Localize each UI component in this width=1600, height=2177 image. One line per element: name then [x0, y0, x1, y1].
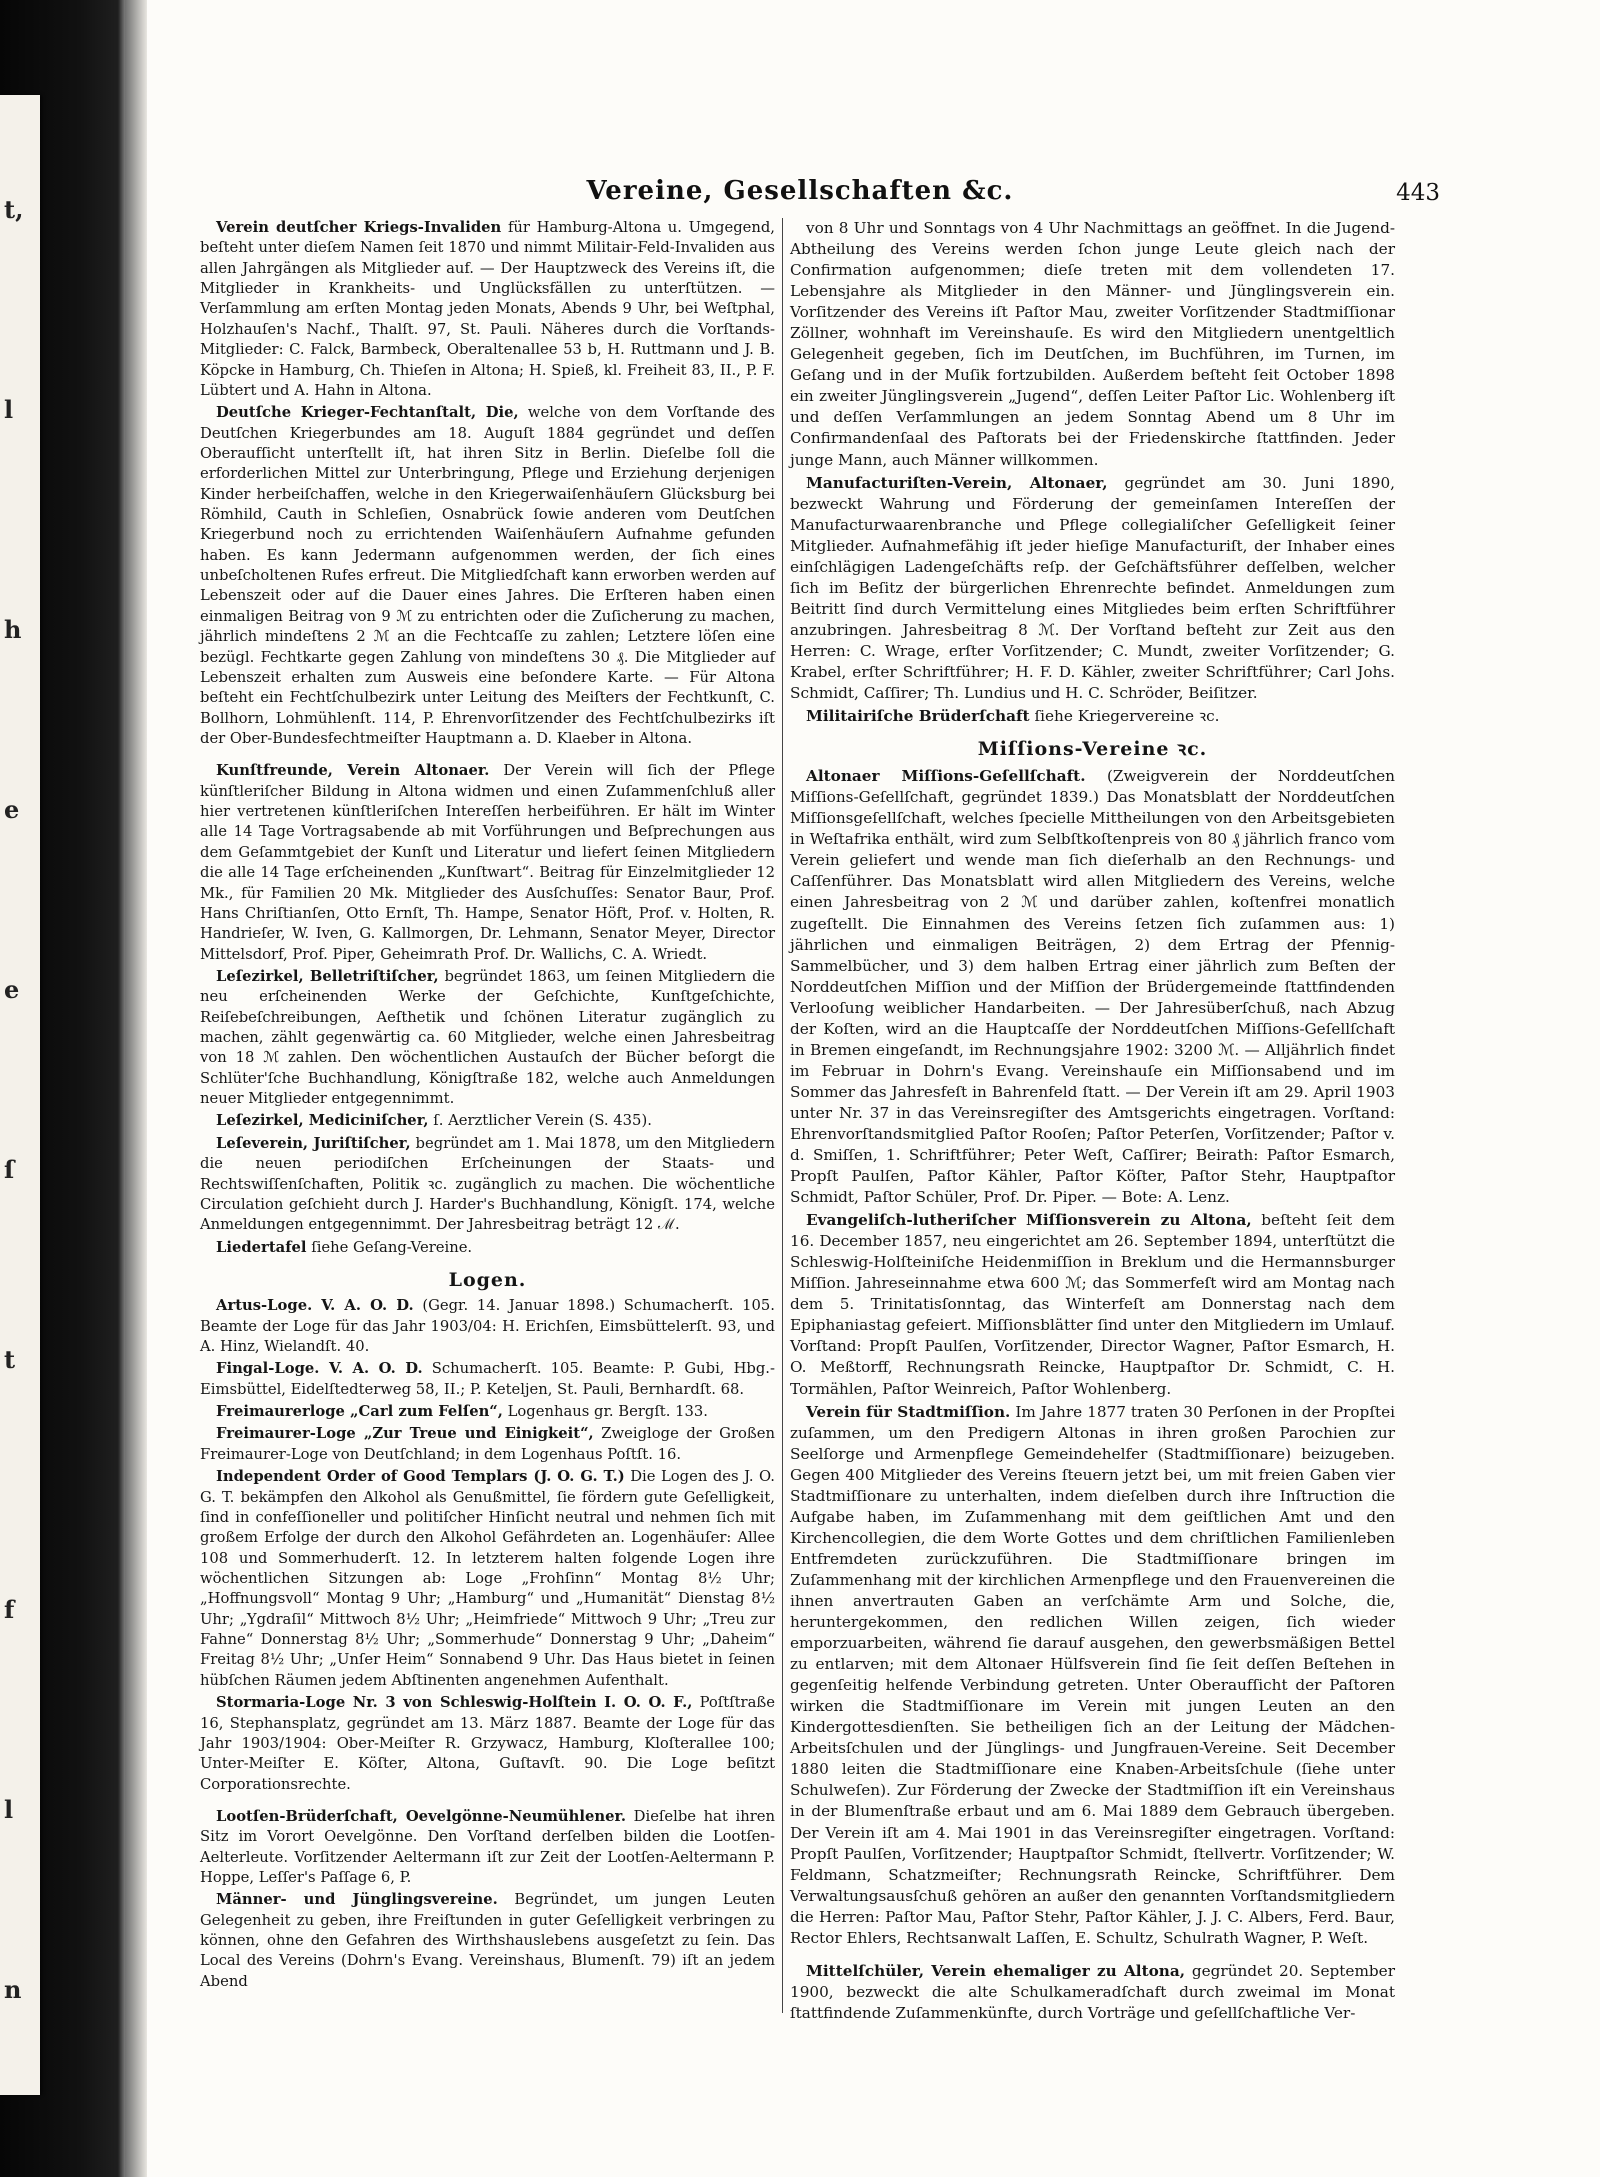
entry-title: Liedertafel	[216, 1238, 307, 1256]
directory-entry	[200, 403, 775, 749]
directory-entry	[790, 218, 1395, 471]
directory-entry	[200, 1134, 775, 1236]
entry-body: von 8 Uhr und Sonntags von 4 Uhr Nachmittags an geöffnet. In die Jugend-Abtheilung des Vereins werden ſchon junge Leute gleich nach der Confirmation aufgenommen; dieſe treten mit dem vollendeten 17. Lebensjahre als Mitglieder in den Männer- und Jünglingsverein ein. Vorſitzender des Vereins iſt Paſtor Mau, zweiter Vorſitzender Stadtmiſſionar Zöllner, wohnhaft im Vereinshauſe. Es wird den Mitgliedern unentgeltlich Gelegenheit gegeben, ſich im Deutſchen, im Buchführen, im Turnen, im Geſang und in der Muſik fortzubilden. Außerdem beſteht ſeit October 1898 ein zweiter Jünglingsverein „Jugend“, deſſen Leiter Paſtor Lic. Wohlenberg iſt und deſſen Verſammlungen an jedem Sonntag Abend um 8 Uhr im Confirmandenſaal des Paſtorats bei der Friedenskirche ſtattfinden. Jeder junge Mann, auch Männer willkommen.	[790, 219, 1395, 469]
directory-entry	[200, 761, 775, 965]
directory-entry	[790, 1210, 1395, 1399]
entry-title: Manufacturiſten-Verein, Altonaer,	[806, 473, 1108, 492]
entry-body: gegründet 20. September 1900, bezweckt die alte Schulkameradſchaft durch zweimal im Monat ſtattfindende Zuſammenkünfte, durch Vorträge und geſellſchaftliche Ver-	[790, 1961, 1395, 2022]
directory-entry	[200, 1359, 775, 1400]
page-number: 443	[1396, 180, 1440, 206]
directory-entry	[790, 766, 1395, 1208]
entry-body: welche von dem Vorſtande des Deutſchen Kriegerbundes am 18. Auguſt 1884 gegründet und deſſen Oberaufſicht unterſtellt iſt, hat ihren Sitz in Berlin. Dieſelbe ſoll die erforderlichen Mittel zur Unterbringung, Pflege und Erziehung derjenigen Kinder herbeiſchaffen, welche in den Kriegerwaiſenhäuſern Glücksburg bei Römhild, Cauth in Schleſien, Osnabrück ſowie anderen vom Deutſchen Kriegerbund noch zu errichtenden Waiſenhäuſern Aufnahme gefunden haben. Es kann Jedermann aufgenommen werden, der ſich eines unbeſcholtenen Rufes erfreut. Die Mitgliedſchaft kann erworben werden auf Lebenszeit oder auf die Dauer eines Jahres. Die Erſteren haben einen einmaligen Beitrag von 9 ℳ zu entrichten oder die Zuſicherung zu machen, jährlich mindeſtens 2 ℳ an die Fechtcaſſe zu zahlen; Letztere löſen eine bezügl. Fechtkarte gegen Zahlung von mindeſtens 30 ₰. Die Mitglieder auf Lebenszeit erhalten zum Ausweis eine beſondere Karte. — Für Altona beſteht ein Fechtſchulbezirk unter Leitung des Meiſters der Fechtkunſt, C. Bollhorn, Lohmühlenſt. 114, P. Ehrenvorſitzender des Fechtſchulbezirks iſt der Ober-Bundesfechtmeiſter Hauptmann a. D. Klaeber in Altona.	[200, 404, 775, 747]
entry-title: Stormaria-Loge Nr. 3 von Schleswig-Holſtein I. O. O. F.,	[216, 1694, 693, 1712]
entry-title: Militairiſche Brüderſchaft	[806, 707, 1030, 726]
entry-title: Fingal-Loge. V. A. O. D.	[216, 1360, 423, 1378]
entry-body: begründet am 1. Mai 1878, um den Mitgliedern die neuen periodiſchen Erſcheinungen der Staats- und Rechtswiſſenſchaften, Politik ꝛc. zugänglich zu machen. Die wöchentliche Circulation geſchieht durch J. Harder's Buchhandlung, Königſt. 174, welche Anmeldungen entgegennimmt. Der Jahresbeitrag beträgt 12 ℳ.	[200, 1134, 775, 1234]
entry-body: ſiehe Geſang-Vereine.	[311, 1238, 473, 1256]
entry-title: Freimaurer-Loge „Zur Treue und Einigkeit“,	[216, 1425, 594, 1443]
margin-fragment: t	[4, 1345, 16, 1374]
entry-title: Lootſen-Brüderſchaft, Oevelgönne-Neumühlener.	[216, 1807, 627, 1825]
entry-body: Logenhaus gr. Bergſt. 133.	[507, 1403, 708, 1421]
entry-title: Leſeverein, Juriſtiſcher,	[216, 1134, 411, 1152]
entry-body: ſiehe Kriegervereine ꝛc.	[1034, 707, 1220, 726]
entry-body: Die Logen des J. O. G. T. bekämpfen den Alkohol als Genußmittel, ſie fördern gute Geſelligkeit, ſind in confeſſioneller und politiſcher Hinſicht neutral und nehmen ſich mit großem Erfolge der durch den Alkohol Gefährdeten an. Logenhäuſer: Allee 108 und Sommerhuderſt. 12. In letzterem halten folgende Logen ihre wöchentlichen Sitzungen ab: Loge „Frohſinn“ Montag 8½ Uhr; „Hoffnungsvoll“ Montag 9 Uhr; „Hamburg“ und „Humanität“ Dienstag 8½ Uhr; „Ygdraſil“ Mittwoch 8½ Uhr; „Heimfriede“ Mittwoch 9 Uhr; „Treu zur Fahne“ Donnerstag 8½ Uhr; „Sommerhude“ Donnerstag 9 Uhr; „Daheim“ Freitag 8½ Uhr; „Unſer Heim“ Sonnabend 9 Uhr. Das Haus bietet in ſeinen hübſchen Räumen jedem Abſtinenten angenehmen Aufenthalt.	[200, 1468, 775, 1689]
directory-entry	[790, 1402, 1395, 1949]
entry-body: Dieſelbe hat ihren Sitz im Vorort Oevelgönne. Den Vorſtand derſelben bilden die Lootſen-Aelterleute. Vorſitzender Aeltermann iſt zur Zeit der Lootſen-Aeltermann P. Hoppe, Leſſer's Paſſage 6, P.	[200, 1807, 775, 1887]
binding-shadow	[125, 0, 147, 2177]
entry-title: Verein deutſcher Kriegs-Invaliden	[216, 219, 502, 236]
entry-title: Leſezirkel, Mediciniſcher,	[216, 1112, 429, 1130]
directory-entry	[790, 1961, 1395, 2024]
margin-fragment: ſ	[4, 1155, 15, 1184]
margin-fragment: h	[4, 615, 22, 644]
entry-title: Deutſche Krieger-Fechtanſtalt, Die,	[216, 404, 519, 422]
entry-body: (Gegr. 14. Januar 1898.) Schumacherſt. 105. Beamte der Loge für das Jahr 1903/04: H. Erichſen, Eimsbüttelerſt. 93, und A. Hinz, Wielandſt. 40.	[200, 1297, 775, 1356]
directory-entry	[790, 473, 1395, 705]
margin-fragment: e	[4, 975, 20, 1004]
section-heading: Miſſions-Vereine ꝛc.	[977, 738, 1208, 761]
entry-body: Poſtſtraße 16, Stephansplatz, gegründet am 13. März 1887. Beamte der Loge für das Jahr 1903/1904: Ober-Meiſter R. Grzywacz, Hamburg, Kloſterallee 100; Unter-Meiſter E. Köſter, Altona, Guſtavſt. 90. Die Loge beſitzt Corporationsrechte.	[200, 1694, 775, 1793]
page-header-title: Vereine, Gesellschaften &c.	[586, 176, 1014, 206]
directory-entry	[200, 1807, 775, 1888]
entry-body: gegründet am 30. Juni 1890, bezweckt Wahrung und Förderung der gemeinſamen Intereſſen der Manufacturwaarenbranche und Pflege collegialiſcher Geſelligkeit ſeiner Mitglieder. Aufnahmefähig iſt jeder hieſige Manufacturiſt, der Inhaber eines einſchlägigen Ladengeſchäfts reſp. der Geſchäftsführer deſſelben, welcher ſich im Beſitz der bürgerlichen Ehrenrechte befindet. Anmeldungen zum Beitritt ſind durch Vermittelung eines Mitgliedes beim erſten Schriftführer anzubringen. Jahresbeitrag 8 ℳ. Der Vorſtand beſteht zur Zeit aus den Herren: C. Wrage, erſter Vorſitzender; C. Mundt, zweiter Vorſitzender; G. Krabel, erſter Schriftführer; H. F. D. Kähler, zweiter Schriftführer; Carl Johs. Schmidt, Caſſirer; Th. Lundius und H. C. Schröder, Beiſitzer.	[790, 473, 1395, 703]
margin-fragment: t,	[4, 195, 24, 224]
left-column	[200, 218, 775, 1994]
directory-entry	[200, 218, 775, 401]
entry-title: Verein für Stadtmiſſion.	[806, 1402, 1011, 1421]
directory-entry	[200, 1296, 775, 1357]
entry-body: Im Jahre 1877 traten 30 Perſonen in der Propſtei zuſammen, um den Predigern Altonas in ihren großen Parochien zur Seelſorge und Armenpflege Gemeindehelfer (Stadtmiſſionare) beizugeben. Gegen 400 Mitglieder des Vereins ſteuern jetzt bei, um mit freien Gaben vier Stadtmiſſionare zu unterhalten, indem dieſelben durch ihre Inſtruction die Aufgabe haben, im Zuſammenhang mit dem geiſtlichen Amt und den Kirchencollegien, die dem Worte Gottes und dem chriſtlichen Familienleben Entfremdeten zurückzuführen. Die Stadtmiſſionare bringen im Zuſammenhang mit der kirchlichen Armenpflege und den Frauenvereinen die ihnen anvertrauten Gaben an verſchämte Arm und Solche, die, heruntergekommen, den redlichen Willen zeigen, ſich wieder emporzuarbeiten, während ſie darauf ausgehen, den gewerbsmäßigen Bettel zu entlarven; mit dem Altonaer Hülfsverein ſind ſie ſeit deſſen Beſtehen in gegenſeitig helfende Verbindung getreten. Unter Oberaufſicht der Paſtoren wirken die Stadtmiſſionare im Verein mit jungen Leuten an den Kindergottesdienſten. Sie betheiligen ſich an der Leitung der Mädchen-Arbeitsſchulen und der Jünglings- und Jungfrauen-Vereine. Seit December 1880 leiten die Stadtmiſſionare eine Knaben-Arbeitsſchule (ſiehe unter Schulweſen). Zur Förderung der Zwecke der Stadtmiſſion iſt ein Vereinshaus in der Blumenſtraße erbaut und am 6. Mai 1889 dem Gebrauch übergeben. Der Verein iſt am 4. Mai 1901 in das Vereinsregiſter eingetragen. Vorſtand: Propſt Paulſen, Vorſitzender; Hauptpaſtor Schmidt, ſtellvertr. Vorſitzender; W. Feldmann, Schatzmeiſter; Rechnungsrath Reincke, Schriftführer. Dem Verwaltungsausſchuß gehören an außer den genannten Vorſtandsmitgliedern die Herren: Paſtor Mau, Paſtor Stehr, Paſtor Kähler, J. J. C. Albers, Ferd. Baur, Rector Ehlers, Rechtsanwalt Laſſen, E. Schultz, Schulrath Wagner, P. Weſt.	[790, 1402, 1395, 1947]
entry-body: begründet 1863, um ſeinen Mitgliedern die neu erſcheinenden Werke der Geſchichte, Kunſtgeſchichte, Reiſebeſchreibungen, Aeſthetik und ſchönen Literatur zugänglich zu machen, zählt gegenwärtig ca. 60 Mitglieder, welche einen Jahresbeitrag von 18 ℳ zahlen. Den wöchentlichen Austauſch der Bücher beſorgt die Schlüter'ſche Buchhandlung, Königſtraße 182, welche auch Anmeldungen neuer Mitglieder entgegennimmt.	[200, 967, 775, 1108]
entry-title: Leſezirkel, Belletriſtiſcher,	[216, 967, 439, 985]
column-divider	[782, 218, 783, 2013]
entry-title: Freimaurerloge „Carl zum Felſen“,	[216, 1403, 503, 1421]
directory-entry	[200, 1424, 775, 1465]
entry-title: Independent Order of Good Templars (J. O. G. T.)	[216, 1468, 625, 1486]
margin-fragment: n	[4, 1975, 22, 2004]
section-heading: Logen.	[448, 1268, 527, 1291]
directory-entry	[200, 1402, 775, 1422]
entry-body: Zweigloge der Großen Freimaurer-Loge von Deutſchland; in dem Logenhaus Poſtſt. 16.	[200, 1425, 775, 1463]
right-column	[790, 218, 1395, 2026]
directory-entry	[790, 706, 1395, 727]
directory-entry	[200, 1467, 775, 1691]
directory-entry	[200, 1238, 775, 1258]
entry-title: Evangeliſch-lutheriſcher Miſſionsverein zu Altona,	[806, 1211, 1252, 1230]
directory-entry	[200, 1890, 775, 1992]
entry-title: Kunſtfreunde, Verein Altonaer.	[216, 762, 490, 780]
entry-body: (Zweigverein der Norddeutſchen Miſſions-Geſellſchaft, gegründet 1839.) Das Monatsblatt der Norddeutſchen Miſſionsgeſellſchaft, welches ſpecielle Mittheilungen von den Arbeitsgebieten in Weſtafrika enthält, wird zum Selbſtkoſtenpreis von 80 ₰ jährlich franco vom Verein geliefert und wende man ſich dieſerhalb an den Rechnungs- und Caſſenführer. Das Monatsblatt wird allen Mitgliedern des Vereins, welche einen Jahresbeitrag von 2 ℳ und darüber zahlen, koſtenfrei monatlich zugeſtellt. Die Einnahmen des Vereins ſetzen ſich zuſammen aus: 1) jährlichen und einmaligen Beiträgen, 2) dem Ertrag der Pfennig-Sammelbücher, und 3) dem halben Ertrag einer jährlich zum Beſten der Norddeutſchen Miſſion und der Miſſion der Brüdergemeinde ſtattfindenden Verlooſung weiblicher Handarbeiten. — Der Jahresüberſchuß, nach Abzug der Koſten, wird an die Hauptcaſſe der Norddeutſchen Miſſions-Geſellſchaft in Bremen eingeſandt, im Rechnungsjahre 1902: 3200 ℳ. — Alljährlich findet im Februar in Dohrn's Evang. Vereinshauſe ein Miſſionsabend und im Sommer das Jahresfeſt in Bahrenfeld ſtatt. — Der Verein iſt am 29. April 1903 unter Nr. 37 in das Vereinsregiſter des Amtsgerichts eingetragen. Vorſtand: Ehrenvorſtandsmitglied Paſtor Rooſen; Paſtor Peterſen, Vorſitzender; Paſtor v. d. Smiſſen, 1. Schriftführer; Peter Weſt, Caſſirer; Beirath: Paſtor Esmarch, Propſt Paulſen, Paſtor Kähler, Paſtor Köſter, Paſtor Stehr, Hauptpaſtor Schmidt, Paſtor Schüler, Prof. Dr. Piper. — Bote: A. Lenz.	[790, 767, 1395, 1207]
entry-body: beſteht ſeit dem 16. December 1857, neu eingerichtet am 26. September 1894, unterſtützt die Schleswig-Holſteiniſche Heidenmiſſion in Breklum und die Hermannsburger Miſſion. Jahreseinnahme etwa 600 ℳ; das Sommerfeſt wird am Montag nach dem 5. Trinitatisſonntag, das Winterfeſt am Donnerstag nach dem Epiphaniastag gefeiert. Miſſionsblätter ſind unter den Mitgliedern im Umlauf. Vorſtand: Propſt Paulſen, Vorſitzender, Director Wagner, Paſtor Esmarch, H. O. Meßtorff, Rechnungsrath Reincke, Hauptpaſtor Dr. Schmidt, C. H. Tormählen, Paſtor Weinreich, Paſtor Wohlenberg.	[790, 1211, 1395, 1398]
entry-body: ſ. Aerztlicher Verein (S. 435).	[433, 1112, 652, 1130]
entry-title: Männer- und Jünglingsvereine.	[216, 1891, 498, 1909]
entry-title: Mittelſchüler, Verein ehemaliger zu Altona,	[806, 1961, 1186, 1980]
margin-fragment: l	[4, 1795, 14, 1824]
margin-fragment: l	[4, 395, 14, 424]
entry-body: Schumacherſt. 105. Beamte: P. Gubi, Hbg.-Eimsbüttel, Eidelſtedterweg 58, II.; P. Keteljen, St. Pauli, Bernhardſt. 68.	[200, 1360, 775, 1398]
entry-body: Begründet, um jungen Leuten Gelegenheit zu geben, ihre Freiſtunden in guter Geſelligkeit verbringen zu können, ohne den Gefahren des Wirthshauslebens ausgeſetzt zu ſein. Das Local des Vereins (Dohrn's Evang. Vereinshaus, Blumenſt. 79) iſt an jedem Abend	[200, 1891, 775, 1990]
margin-fragment: e	[4, 795, 20, 824]
directory-entry	[200, 1693, 775, 1795]
directory-entry	[200, 967, 775, 1110]
left-page-scrap	[0, 95, 40, 2095]
margin-fragment: f	[4, 1595, 15, 1624]
directory-entry	[200, 1111, 775, 1131]
entry-body: Der Verein will ſich der Pflege künſtleriſcher Bildung in Altona widmen und einen Zuſammenſchluß aller hier vertretenen künſtleriſchen Intereſſen herbeiführen. Er hält im Winter alle 14 Tage Vortragsabende ab mit Vorführungen und Beſprechungen aus dem Geſammtgebiet der Kunſt und Literatur und liefert ſeinen Mitgliedern die alle 14 Tage erſcheinenden „Kunſtwart“. Beitrag für Einzelmitglieder 12 Mk., für Familien 20 Mk. Mitglieder des Ausſchuſſes: Senator Baur, Prof. Hans Chriſtianſen, Otto Ernſt, Th. Hampe, Senator Höft, Prof. v. Holten, R. Handrieſer, W. Iven, G. Kallmorgen, Dr. Lehmann, Senator Meyer, Director Mittelsdorf, Prof. Piper, Geheimrath Prof. Dr. Wallichs, C. A. Wriedt.	[200, 762, 775, 963]
entry-title: Altonaer Miſſions-Geſellſchaft.	[806, 767, 1086, 786]
entry-title: Artus-Loge. V. A. O. D.	[216, 1297, 414, 1315]
entry-body: für Hamburg-Altona u. Umgegend, beſteht unter dieſem Namen ſeit 1870 und nimmt Militair-Feld-Invaliden aus allen Jahrgängen als Mitglieder auf. — Der Hauptzweck des Vereins iſt, die Mitglieder in Krankheits- und Unglücksfällen zu unterſtützen. — Verſammlung am erſten Montag jeden Monats, Abends 9 Uhr, bei Weſtphal, Holzhauſen's Nachf., Thalſt. 97, St. Pauli. Näheres durch die Vorſtands-Mitglieder: C. Falck, Barmbeck, Oberaltenallee 53 b, H. Ruttmann und J. B. Köpcke in Hamburg, Ch. Thieſen in Altona; H. Spieß, kl. Freiheit 83, II., P. F. Lübtert und A. Hahn in Altona.	[200, 219, 775, 399]
